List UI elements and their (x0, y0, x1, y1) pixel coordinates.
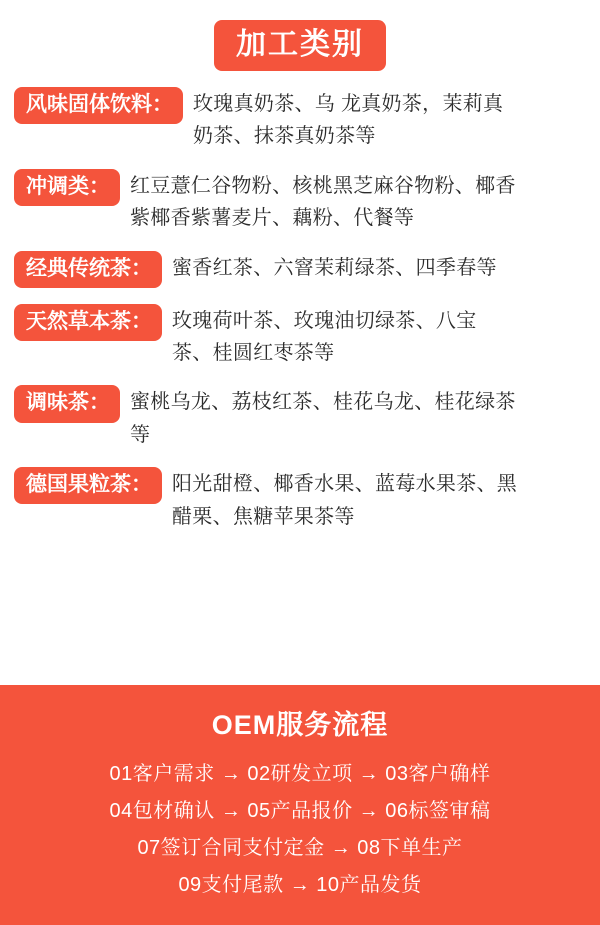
category-row (14, 249, 586, 288)
category-value: 蜜桃乌龙、荔枝红茶、桂花乌龙、桂花绿茶等 (130, 391, 516, 446)
oem-section (0, 685, 600, 925)
oem-title: OEM服务流程 (211, 710, 389, 740)
page-title: 加工类别 (214, 20, 386, 71)
category-value: 玫瑰真奶茶、乌 龙真奶茶，茉莉真奶茶、抹茶真奶茶等 (193, 93, 504, 148)
oem-step-line: 01客户需求 → 02研发立项 → 03客户确样 (109, 763, 491, 785)
category-value: 玫瑰荷叶茶、玫瑰油切绿茶、八宝茶、桂圆红枣茶等 (172, 309, 477, 365)
category-label: 经典传统茶： (14, 251, 162, 288)
category-value: 阳光甜橙、椰香水果、蓝莓水果茶、黑醋栗、焦糖苹果茶等 (172, 473, 518, 528)
category-label: 调味茶： (14, 385, 120, 422)
oem-step-line: 09支付尾款 → 10产品发货 (178, 874, 422, 896)
header (0, 0, 600, 81)
category-row (14, 167, 586, 235)
category-row (14, 465, 586, 533)
category-row (14, 383, 586, 451)
category-value: 红豆薏仁谷物粉、核桃黑芝麻谷物粉、椰香紫椰香紫薯麦片、藕粉、代餐等 (130, 174, 516, 230)
oem-step-line: 07签订合同支付定金 → 08下单生产 (137, 837, 463, 859)
category-row (14, 302, 586, 370)
category-list (0, 81, 600, 533)
category-label: 天然草本茶： (14, 304, 162, 341)
category-row (14, 85, 586, 153)
category-label: 德国果粒茶： (14, 467, 162, 504)
oem-step-line: 04包材确认 → 05产品报价 → 06标签审稿 (109, 800, 491, 822)
category-label: 冲调类： (14, 169, 120, 206)
category-value: 蜜香红茶、六窨茉莉绿茶、四季春等 (172, 256, 497, 279)
category-label: 风味固体饮料： (14, 87, 183, 124)
